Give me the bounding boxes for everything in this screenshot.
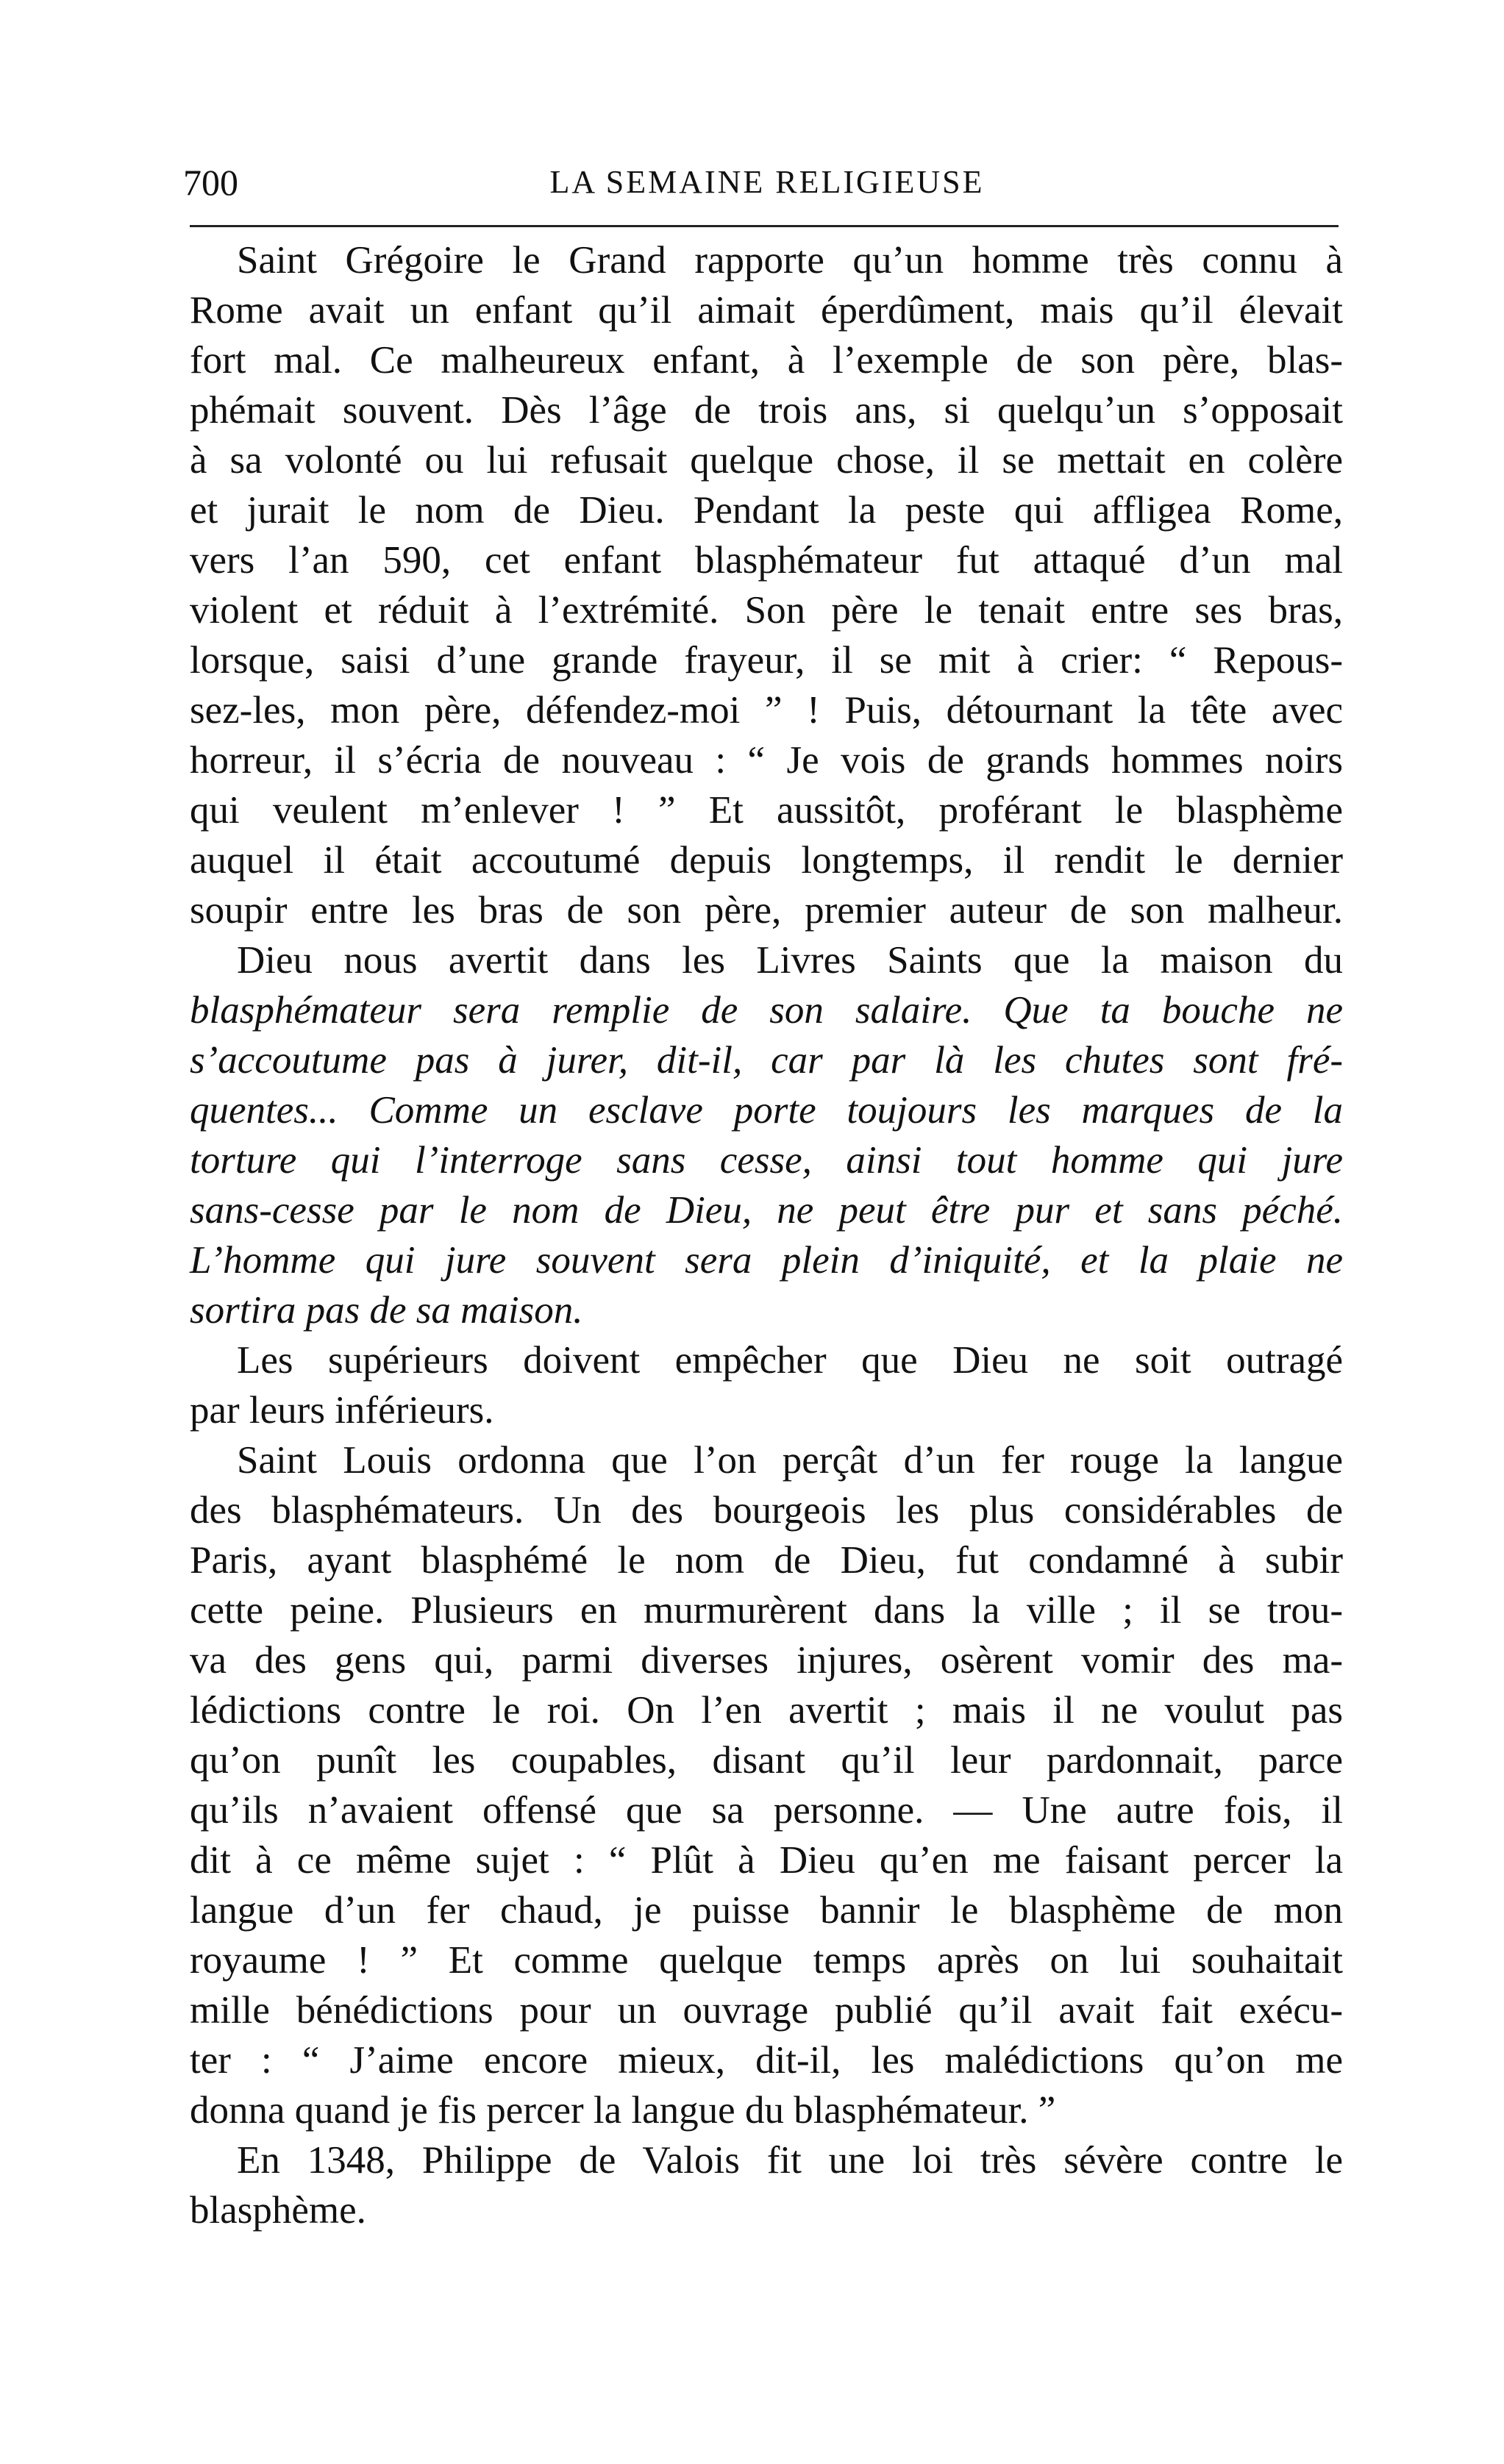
text-line: ter : “ J’aime encore mieux, dit-il, les malédictions qu’on me bbox=[190, 2039, 1343, 2082]
text-line: s’accoutume pas à jurer, dit-il, car par là les chutes sont fré- bbox=[190, 1039, 1343, 1082]
text-line: sez-les, mon père, défendez-moi ” ! Puis, détournant la tête avec bbox=[190, 689, 1343, 732]
running-title: LA SEMAINE RELIGIEUSE bbox=[549, 164, 985, 200]
text-line: et jurait le nom de Dieu. Pendant la peste qui affligea Rome, bbox=[190, 489, 1343, 532]
text-line: à sa volonté ou lui refusait quelque chose, il se mettait en colère bbox=[190, 439, 1343, 482]
text-line: qui veulent m’enlever ! ” Et aussitôt, proférant le blasphème bbox=[190, 789, 1343, 832]
text-line: dit à ce même sujet : “ Plût à Dieu qu’en me faisant percer la bbox=[190, 1839, 1343, 1882]
text-line: qu’ils n’avaient offensé que sa personne. — Une autre fois, il bbox=[190, 1789, 1343, 1832]
text-line: L’homme qui jure souvent sera plein d’iniquité, et la plaie ne bbox=[190, 1239, 1343, 1282]
text-line: des blasphémateurs. Un des bourgeois les plus considérables de bbox=[190, 1489, 1343, 1532]
text-line: auquel il était accoutumé depuis longtemps, il rendit le dernier bbox=[190, 839, 1343, 882]
header-rule bbox=[190, 225, 1339, 227]
text-line: horreur, il s’écria de nouveau : “ Je vois de grands hommes noirs bbox=[190, 739, 1343, 782]
text-line: sortira pas de sa maison. bbox=[190, 1289, 583, 1332]
text-line: fort mal. Ce malheureux enfant, à l’exemple de son père, blas- bbox=[190, 339, 1343, 382]
text-line: Saint Grégoire le Grand rapporte qu’un homme très connu à bbox=[237, 239, 1343, 282]
text-line: Les supérieurs doivent empêcher que Dieu ne soit outragé bbox=[237, 1339, 1343, 1382]
text-line: vers l’an 590, cet enfant blasphémateur fut attaqué d’un mal bbox=[190, 539, 1343, 582]
text-line: soupir entre les bras de son père, premier auteur de son malheur. bbox=[190, 889, 1343, 932]
text-line: violent et réduit à l’extrémité. Son père le tenait entre ses bras, bbox=[190, 589, 1343, 632]
text-line: par leurs inférieurs. bbox=[190, 1389, 494, 1432]
text-line: Paris, ayant blasphémé le nom de Dieu, fut condamné à subir bbox=[190, 1539, 1343, 1582]
text-line: lorsque, saisi d’une grande frayeur, il se mit à crier: “ Repous- bbox=[190, 639, 1343, 682]
text-line: En 1348, Philippe de Valois fit une loi très sévère contre le bbox=[237, 2139, 1343, 2182]
text-line: qu’on punît les coupables, disant qu’il leur pardonnait, parce bbox=[190, 1739, 1343, 1782]
page-header bbox=[183, 160, 1351, 204]
text-line: blasphème. bbox=[190, 2189, 366, 2232]
text-line: Saint Louis ordonna que l’on perçât d’un fer rouge la langue bbox=[237, 1439, 1343, 1482]
text-line: donna quand je fis percer la langue du blasphémateur. ” bbox=[190, 2089, 1056, 2132]
text-line: phémait souvent. Dès l’âge de trois ans, si quelqu’un s’opposait bbox=[190, 389, 1343, 432]
text-line: quentes... Comme un esclave porte toujours les marques de la bbox=[190, 1089, 1343, 1132]
text-line: Dieu nous avertit dans les Livres Saints que la maison du bbox=[237, 939, 1343, 982]
text-line: royaume ! ” Et comme quelque temps après on lui souhaitait bbox=[190, 1939, 1343, 1982]
page-number: 700 bbox=[183, 162, 238, 203]
text-line: mille bénédictions pour un ouvrage publié qu’il avait fait exécu- bbox=[190, 1989, 1343, 2032]
text-line: Rome avait un enfant qu’il aimait éperdûment, mais qu’il élevait bbox=[190, 289, 1343, 332]
text-line: torture qui l’interroge sans cesse, ainsi tout homme qui jure bbox=[190, 1139, 1343, 1182]
text-line: blasphémateur sera remplie de son salaire. Que ta bouche ne bbox=[190, 989, 1343, 1032]
text-line: sans-cesse par le nom de Dieu, ne peut être pur et sans péché. bbox=[190, 1189, 1343, 1232]
body-text bbox=[190, 235, 1343, 2235]
text-line: lédictions contre le roi. On l’en avertit ; mais il ne voulut pas bbox=[190, 1689, 1343, 1732]
text-line: langue d’un fer chaud, je puisse bannir le blasphème de mon bbox=[190, 1889, 1343, 1932]
text-line: va des gens qui, parmi diverses injures, osèrent vomir des ma- bbox=[190, 1639, 1343, 1682]
text-line: cette peine. Plusieurs en murmurèrent dans la ville ; il se trou- bbox=[190, 1589, 1343, 1632]
